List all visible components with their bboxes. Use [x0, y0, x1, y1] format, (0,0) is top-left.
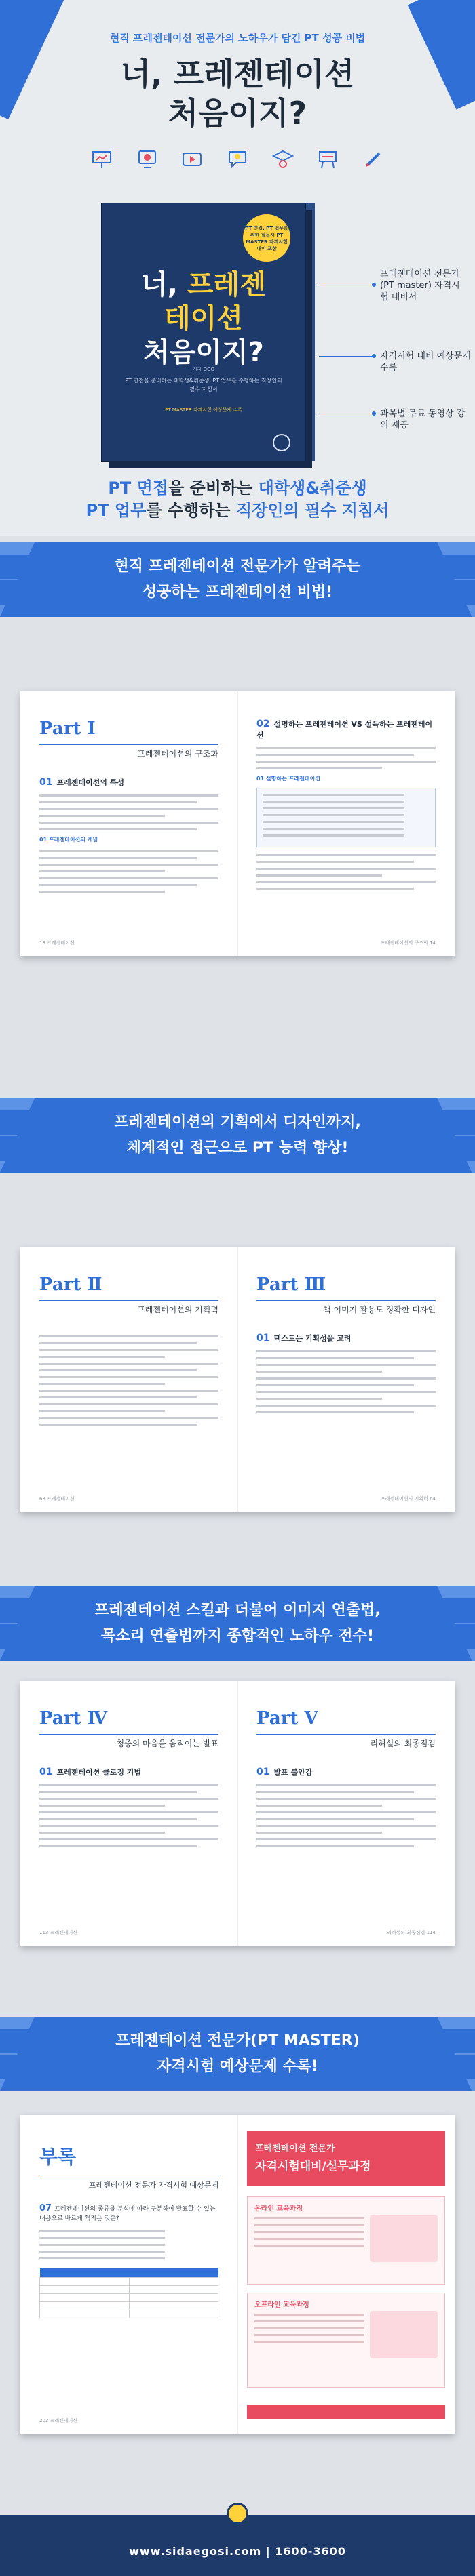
decorative-stripe	[426, 1586, 475, 1661]
book-title-part4: 처음이지?	[143, 337, 264, 368]
sub-heading: 01 프레젠테이션의 개념	[39, 837, 98, 843]
body-text	[39, 850, 218, 893]
poster-footer-bar	[247, 2405, 445, 2419]
book-note: PT MASTER 자격시험 예상문제 수록	[165, 407, 242, 413]
section-3-banner	[0, 1586, 475, 1661]
pen-icon	[360, 146, 387, 173]
page-footer: 63 프레젠테이션	[39, 1496, 75, 1502]
tagline-1-accent: PT 면접	[108, 479, 168, 498]
tagline-2	[0, 497, 475, 521]
hero-subtitle: 현직 프레젠테이션 전문가의 노하우가 담긴 PT 성공 비법	[109, 32, 366, 44]
part-heading: Part Ⅳ	[39, 1708, 107, 1729]
decorative-stripe	[0, 1098, 43, 1173]
section-heading	[256, 719, 436, 740]
hero-title-line2: 처음이지?	[168, 95, 307, 132]
spread-4-left-page	[20, 2115, 238, 2434]
decorative-stripe	[0, 1586, 43, 1661]
decorative-stripe	[426, 2017, 475, 2091]
online-course-card	[247, 2196, 445, 2285]
answer-options	[39, 2230, 218, 2259]
section-heading	[39, 777, 218, 788]
callout-2: 자격시험 대비 예상문제 수록	[380, 351, 471, 373]
section-2-bar	[0, 1136, 475, 1161]
appendix-subtitle: 프레젠테이션 전문가 자격시험 예상문제	[88, 2181, 218, 2190]
section-heading	[256, 1767, 436, 1777]
section-1-line1: 현직 프레젠테이션 전문가가 알려주는	[114, 558, 361, 575]
section-2-banner	[0, 1098, 475, 1173]
tagline-1-mid: 을 준비하는	[168, 479, 259, 498]
card-heading: 온라인 교육과정	[254, 2205, 303, 2213]
body-text	[39, 1784, 218, 1847]
part-subtitle: 프레젠테이션의 기획력	[137, 1305, 218, 1314]
page-footer: 13 프레젠테이션	[39, 940, 75, 946]
book-spine	[305, 203, 315, 461]
book-spread-1	[20, 691, 455, 956]
info-box	[256, 788, 436, 847]
spread-3-left-page	[20, 1681, 238, 1946]
callout-3: 과목별 무료 동영상 강의 제공	[380, 409, 466, 430]
book-spread-4	[20, 2115, 455, 2434]
spread-2-right-page	[238, 1247, 455, 1512]
section-2-line1: 프레젠테이션의 기획에서 디자인까지,	[114, 1114, 361, 1131]
part-rule	[256, 1734, 436, 1735]
section-1-banner	[0, 542, 475, 617]
sign-board-icon	[314, 146, 341, 173]
site-footer	[0, 2515, 475, 2576]
section-number: 02	[256, 719, 270, 729]
book-title-part1: 너,	[141, 269, 187, 300]
course-illustration	[370, 2215, 438, 2262]
book-copy: PT 면접을 준비하는 대학생&취준생, PT 업무를 수행하는 직장인의 필수 지침서	[125, 378, 282, 393]
page-footer: 프레젠테이션의 구조화 14	[381, 940, 436, 946]
part-subtitle: 책 이미지 활용도 정확한 디자인	[323, 1305, 436, 1314]
callout-line	[319, 356, 373, 357]
part-rule	[256, 1300, 436, 1301]
page-footer: 리허설의 최종점검 114	[387, 1930, 436, 1935]
book-title	[102, 268, 305, 369]
section-4-banner	[0, 2017, 475, 2091]
part-rule	[39, 1300, 218, 1301]
section-1-bar	[0, 580, 475, 605]
body-text	[256, 1784, 436, 1847]
part-heading: Part Ⅴ	[256, 1708, 318, 1729]
part-subtitle: 청중의 마음을 움직이는 발표	[116, 1739, 218, 1748]
book-spread-3	[20, 1681, 455, 1946]
tagline-2-accent: PT 업무	[86, 501, 147, 520]
body-text	[39, 1335, 218, 1426]
hero-title-line1: 너, 프레젠테이션	[120, 56, 355, 92]
part-heading: Part Ⅰ	[39, 719, 96, 739]
section-title: 설명하는 프레젠테이션 VS 설득하는 프레젠테이션	[256, 720, 433, 740]
section-3-line1: 프레젠테이션 스킬과 더불어 이미지 연출법,	[94, 1602, 381, 1619]
section-4-line2: 자격시험 예상문제 수록!	[157, 2058, 318, 2075]
spread-3-right-page	[238, 1681, 455, 1946]
decorative-stripe	[0, 542, 43, 617]
poster-title-2: 자격시험대비/실무과정	[255, 2160, 371, 2173]
section-1-bar	[0, 555, 475, 579]
decorative-stripe	[0, 2017, 43, 2091]
publisher-logo-icon	[227, 2503, 248, 2524]
tagline-1-end: 대학생&취준생	[258, 479, 367, 498]
hero-section	[0, 0, 475, 536]
section-heading	[39, 1767, 218, 1777]
page-footer: 203 프레젠테이션	[39, 2418, 78, 2423]
graduate-icon	[269, 146, 297, 173]
section-title: 프레젠테이션 클로징 기법	[56, 1768, 142, 1777]
page-footer: 프레젠테이션의 기획력 64	[381, 1496, 436, 1502]
section-number: 01	[39, 777, 53, 788]
body-text	[39, 794, 218, 830]
section-4-bar	[0, 2029, 475, 2053]
section-3-line2: 목소리 연출법까지 종합적인 노하우 전수!	[101, 1628, 374, 1645]
body-text	[256, 747, 436, 769]
video-icon	[178, 146, 206, 173]
section-title: 텍스트는 기획성을 고려	[273, 1334, 352, 1343]
bulb-chat-icon	[224, 146, 251, 173]
section-number: 01	[256, 1333, 270, 1344]
section-number: 01	[39, 1767, 53, 1777]
question-table	[39, 2268, 218, 2318]
question-text: 프레젠테이션의 종류를 분석에 따라 구분하여 발표할 수 있는 내용으로 바르게 짝지은 것은?	[39, 2206, 216, 2222]
book-title-part3: 테이션	[164, 303, 243, 334]
part-rule	[39, 1734, 218, 1735]
sub-heading: 01 설명하는 프레젠테이션	[256, 776, 320, 782]
spread-1-left-page	[20, 691, 238, 956]
spread-1-right-page	[238, 691, 455, 956]
part-subtitle: 리허설의 최종점검	[370, 1739, 436, 1748]
callout-1: 프레젠테이션 전문가 (PT master) 자격시험 대비서	[380, 269, 460, 302]
spread-4-right-page	[238, 2115, 455, 2434]
section-heading	[256, 1333, 436, 1344]
callout-dot	[372, 354, 376, 358]
book-badge: PT 면접, PT 업무를 위한 필독서 PT MASTER 자격시험 대비 포함	[243, 214, 290, 262]
decorative-stripe	[426, 542, 475, 617]
section-1-line2: 성공하는 프레젠테이션 비법!	[142, 584, 333, 601]
tagline-1	[0, 475, 475, 498]
section-title: 발표 불안감	[273, 1768, 313, 1777]
body-text	[256, 1350, 436, 1413]
presentation-board-icon	[88, 146, 115, 173]
publisher-logo-icon	[273, 434, 290, 451]
section-number: 01	[256, 1767, 270, 1777]
book-spread-2	[20, 1247, 455, 1512]
part-subtitle: 프레젠테이션의 구조화	[137, 749, 218, 759]
section-4-line1: 프레젠테이션 전문가(PT MASTER)	[115, 2032, 360, 2049]
hero-icon-row	[88, 146, 387, 173]
question	[39, 2204, 218, 2223]
tagline-2-mid: 를 수행하는	[146, 501, 236, 520]
book-cover	[102, 203, 305, 461]
page-footer: 113 프레젠테이션	[39, 1930, 78, 1935]
course-illustration	[370, 2311, 438, 2358]
book-author: 저자 OOO	[192, 367, 215, 372]
spread-2-left-page	[20, 1247, 238, 1512]
tagline-2-end: 직장인의 필수 지침서	[235, 501, 390, 520]
section-2-line2: 체계적인 접근으로 PT 능력 향상!	[126, 1140, 349, 1156]
body-text	[256, 854, 436, 890]
decorative-stripe	[426, 1098, 475, 1173]
part-rule	[39, 744, 218, 745]
course-poster-header	[247, 2131, 445, 2186]
presentation-chart-icon	[134, 146, 161, 173]
offline-course-card	[247, 2293, 445, 2388]
hero-title	[0, 54, 475, 133]
section-title: 프레젠테이션의 특성	[56, 778, 124, 787]
section-3-bar	[0, 1598, 475, 1623]
footer-url[interactable]: www.sidaegosi.com | 1600-3600	[129, 2545, 346, 2558]
section-2-bar	[0, 1110, 475, 1135]
poster-title-1: 프레젠테이션 전문가	[255, 2144, 335, 2154]
section-4-bar	[0, 2055, 475, 2079]
appendix-title: 부록	[39, 2146, 77, 2168]
section-3-bar	[0, 1624, 475, 1649]
question-number: 07	[39, 2203, 52, 2213]
book-title-part2: 프레젠	[187, 269, 266, 300]
callout-dot	[372, 283, 376, 287]
callout-dot	[372, 411, 376, 416]
card-heading: 오프라인 교육과정	[254, 2301, 309, 2309]
part-heading: Part Ⅱ	[39, 1274, 102, 1295]
part-heading: Part Ⅲ	[256, 1274, 326, 1295]
